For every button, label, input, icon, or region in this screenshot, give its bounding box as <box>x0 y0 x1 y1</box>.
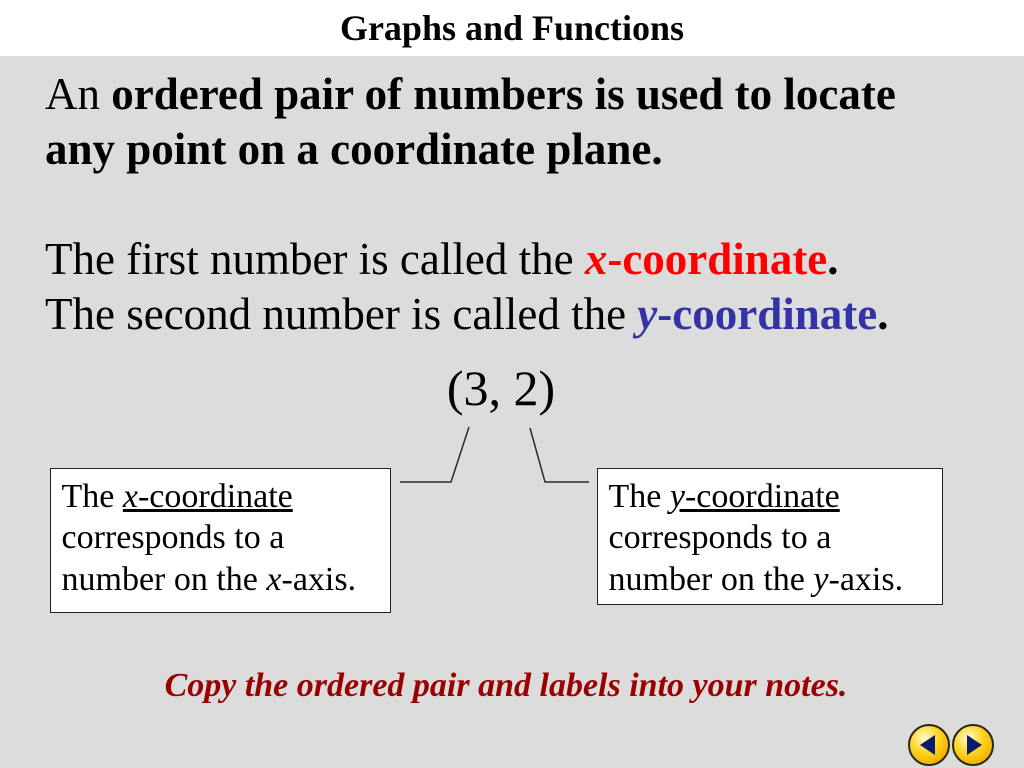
coordinate-word: -coordinate <box>607 234 828 284</box>
callout-line-2: corresponds to a <box>608 519 832 556</box>
x-connector-line <box>400 427 469 482</box>
x-coordinate-callout <box>50 468 391 613</box>
callout-line-1 <box>609 476 932 518</box>
y-coordinate-statement <box>45 287 888 342</box>
callout-line-3-lead: number on the <box>61 560 258 598</box>
x-coordinate-term <box>585 234 827 284</box>
notes-instruction: Copy the ordered pair and labels into your notes. <box>164 667 848 704</box>
x-coordinate-statement <box>45 232 888 287</box>
intro-text <box>45 67 896 177</box>
callout-line-3-lead: number on the <box>608 560 805 598</box>
axis-suffix: -axis. <box>828 560 904 598</box>
y-variable: y <box>637 289 658 339</box>
x-variable: x <box>122 477 138 515</box>
y-coordinate-callout <box>597 468 943 605</box>
axis-suffix: -axis. <box>281 560 357 598</box>
y-variable: y <box>669 477 685 515</box>
y-connector-line <box>530 428 589 482</box>
callout-line-3 <box>62 559 380 601</box>
triangle-right-icon <box>954 726 992 764</box>
coordinate-word: -coordinate <box>684 477 840 515</box>
title-band <box>0 0 1024 56</box>
callout-line-3 <box>609 559 932 601</box>
previous-slide-button[interactable] <box>908 724 950 766</box>
callout-line-2: corresponds to a <box>61 519 285 556</box>
intro-line-2: any point on a coordinate plane. <box>45 124 663 174</box>
triangle-left-icon <box>910 726 948 764</box>
y-coordinate-label <box>670 478 840 515</box>
callout-lead: The <box>61 477 115 515</box>
coordinate-statements <box>45 232 888 342</box>
statement-period: . <box>827 234 839 284</box>
ordered-pair: (3, 2) <box>446 360 556 416</box>
triangle-left-shape <box>920 735 935 755</box>
intro-lead: An <box>45 69 100 119</box>
slide-title: Graphs and Functions <box>339 8 685 48</box>
statement-text: The second number is called the <box>45 289 627 339</box>
x-axis-variable: x <box>266 560 282 598</box>
x-coordinate-label <box>123 478 293 515</box>
callout-line-1 <box>62 476 380 518</box>
y-coordinate-term <box>637 289 877 339</box>
intro-line-1: ordered pair of numbers is used to locate <box>111 69 896 119</box>
callout-lead: The <box>608 477 662 515</box>
coordinate-word: -coordinate <box>137 477 293 515</box>
statement-text: The first number is called the <box>45 234 574 284</box>
next-slide-button[interactable] <box>952 724 994 766</box>
coordinate-word: -coordinate <box>657 289 878 339</box>
y-axis-variable: y <box>813 560 829 598</box>
statement-period: . <box>877 289 889 339</box>
x-variable: x <box>584 234 608 284</box>
triangle-right-shape <box>967 735 982 755</box>
